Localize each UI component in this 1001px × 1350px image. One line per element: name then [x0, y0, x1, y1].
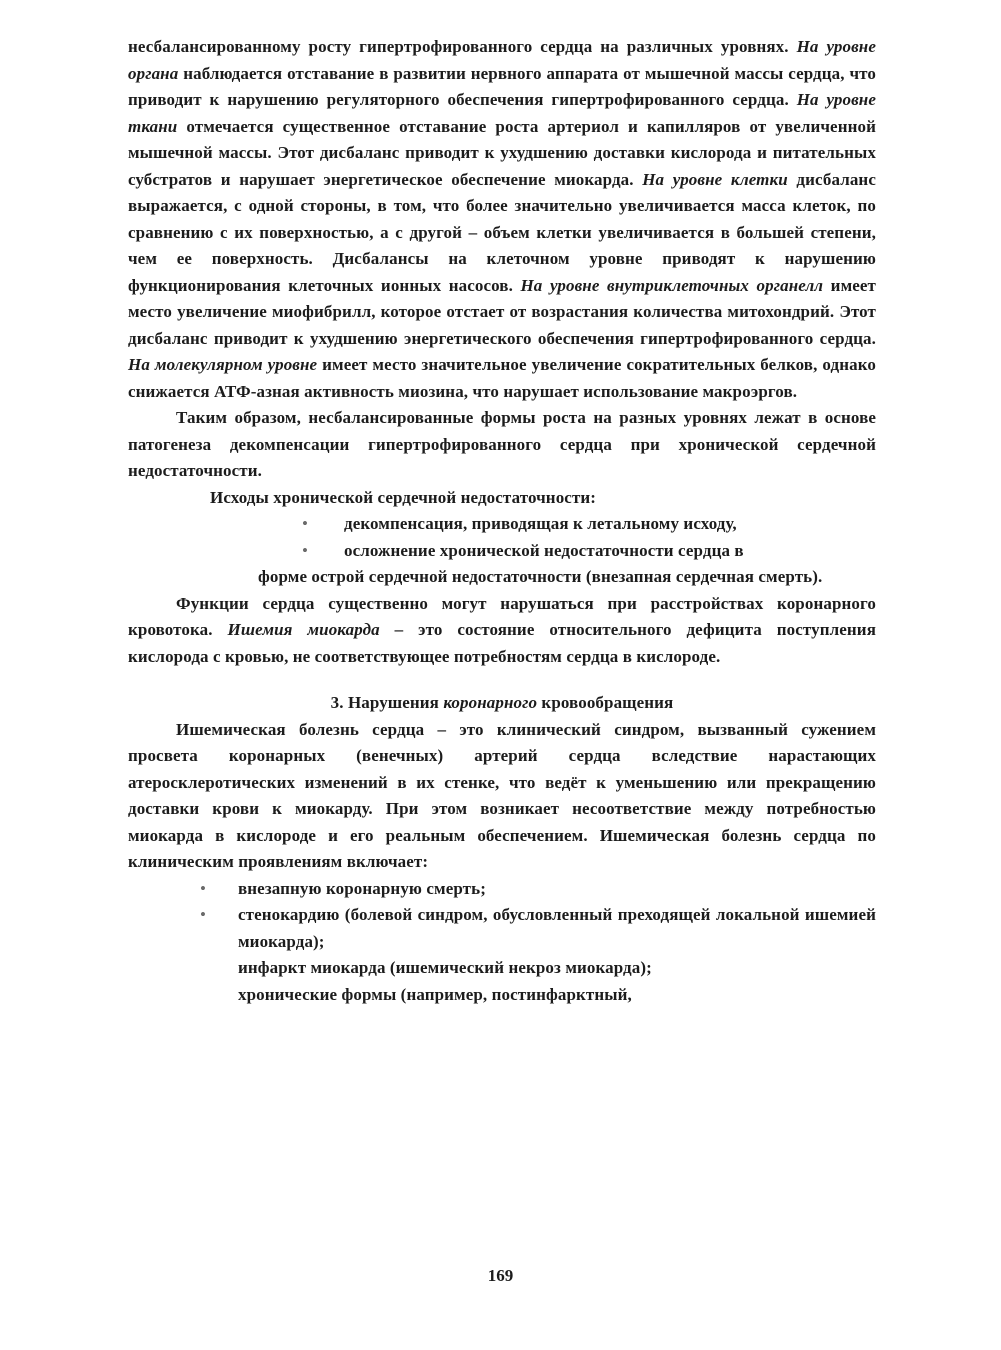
text-run: наблюдается отставание в развитии нервного аппарата от мышечной массы сердца, что приводит к нарушению регуляторного обеспечения гипертрофированного сердца. [128, 63, 876, 109]
paragraph-ischemia [128, 591, 876, 671]
list-item-text: инфаркт миокарда (ишемический некроз миокарда); [238, 958, 652, 977]
bullet-icon: • [302, 540, 309, 560]
molecular-level-label: На молекулярном уровне [128, 355, 318, 374]
text-run: имеет место значительное увеличение сократительных белков, однако снижается АТФ-азная активность миозина, что нарушает использование макроэргов. [128, 355, 876, 401]
list-item-text: хронические формы (например, постинфарктный, [238, 984, 632, 1004]
section-heading [128, 690, 876, 717]
cell-level-label: На уровне клетки [642, 169, 788, 189]
list-item-text: декомпенсация, приводящая к летальному исходу, [344, 514, 737, 533]
list-item [128, 955, 876, 982]
text-run: Функции сердца существенно могут нарушаться при расстройствах коронарного кровотока. [128, 593, 876, 639]
list-item-text: осложнение хронической недостаточности сердца в [344, 540, 744, 560]
outcomes-list [128, 511, 876, 591]
text-run: дисбаланс выражается, с одной стороны, в том, что более значительно увеличивается масса клеток, по сравнению с их поверхностью, а с другой – объем клетки увеличивается в большей степени, чем ее поверхность. Дисбалансы на клеточном уровне приводят к нарушению функционирования клеточных ионных насосов. [128, 169, 876, 295]
text-run: несбалансированному росту гипертрофированного сердца на различных уровнях. [128, 37, 797, 56]
text-run: имеет место увеличение миофибрилл, которое отстает от возрастания количества митохондрий. Этот дисбаланс приводит к ухудшению энергетического обеспечения гипертрофированного сердца. [128, 275, 876, 348]
bullet-icon: • [200, 905, 207, 924]
ihd-forms-list [128, 876, 876, 1009]
list-item-text: внезапную коронарную смерть; [238, 878, 486, 898]
text-run: – это состояние относительного дефицита поступления кислорода с кровью, не соответствующее потребностям сердца в кислороде. [128, 620, 876, 666]
bullet-icon: • [200, 878, 207, 898]
list-item [128, 902, 876, 955]
ihd-term: Ишемическая болезнь сердца [176, 719, 425, 739]
bullet-icon: • [302, 514, 309, 533]
organ-level-label: На уровне органа [128, 37, 876, 83]
outcomes-intro: Исходы хронической сердечной недостаточности: [210, 487, 597, 507]
text-run: отмечается существенное отставание роста артериол и капилляров от увеличенной мышечной массы. Этот дисбаланс приводит к ухудшению доставки кислорода и питательных субстратов и нарушает энергетическое обеспечение миокарда. [128, 116, 876, 189]
page-number: 169 [487, 1266, 514, 1285]
paragraph-ihd-definition [128, 717, 876, 876]
text-run: – это клинический синдром, вызванный сужением просвета коронарных (венечных) артерий сердца вследствие нарастающих атеросклеротических изменений в их стенке, что ведёт к уменьшению или прекращению доставки крови к миокарду. При этом возникает несоответствие между потребностью миокарда в кислороде и его реальным обеспечением. Ишемическая болезнь сердца по клиническим проявлениям включает: [128, 719, 877, 871]
list-item-continuation: форме острой сердечной недостаточности (внезапная сердечная смерть). [258, 567, 823, 586]
list-item [258, 538, 876, 591]
ischemia-term: Ишемия миокарда [227, 620, 380, 639]
organelle-level-label: На уровне внутриклеточных органелл [520, 275, 824, 295]
heading-italic-text: коронарного [443, 693, 538, 712]
list-item-text: стенокардию (болевой синдром, обусловленный преходящей локальной ишемией миокарда); [238, 905, 876, 951]
heading-text: 3. Нарушения [330, 693, 444, 712]
list-item [258, 511, 876, 538]
paragraph-conclusion: Таким образом, несбалансированные формы роста на разных уровнях лежат в основе патогенеза декомпенсации гипертрофированного сердца при хронической сердечной недостаточности. [128, 408, 876, 480]
paragraph-imbalance-levels [128, 34, 876, 405]
page-body [128, 34, 876, 1008]
list-item [128, 876, 876, 903]
tissue-level-label: На уровне ткани [128, 90, 876, 136]
heading-text: кровообращения [537, 693, 674, 712]
list-item [128, 982, 876, 1009]
